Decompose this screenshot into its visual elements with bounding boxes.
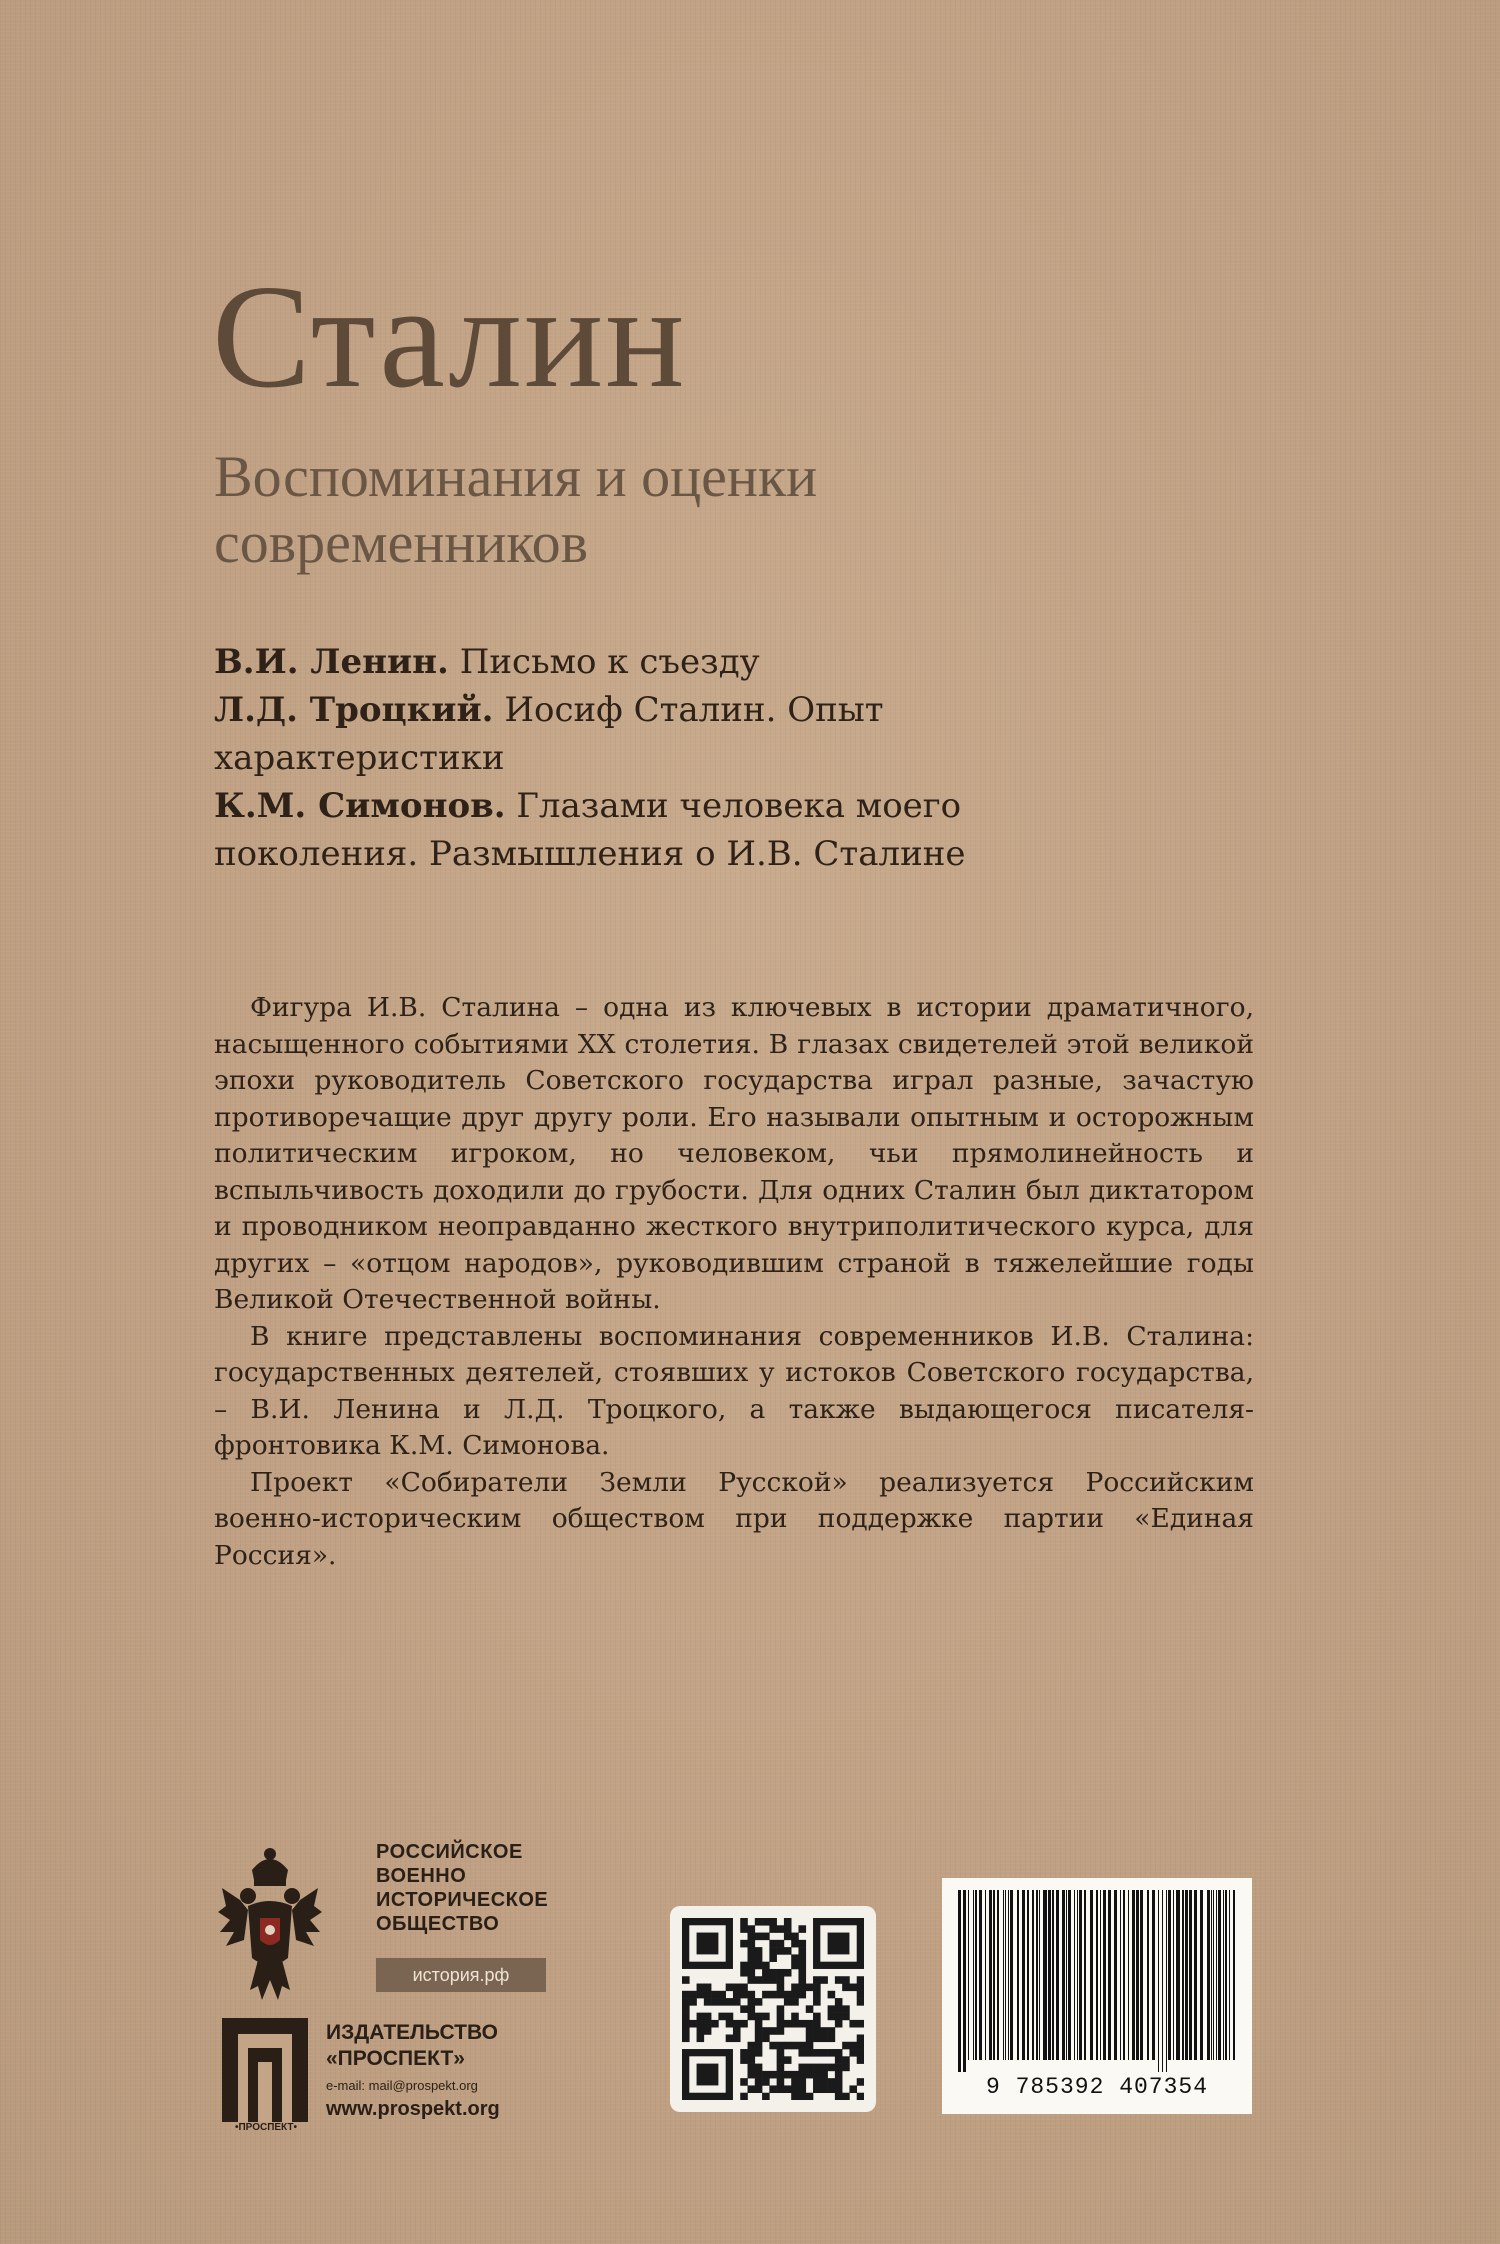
contents-work: Глазами человека моего поколения. Размышления о И.В. Сталине (214, 786, 966, 874)
contents-author: Л.Д. Троцкий. (214, 690, 494, 730)
rvio-logo (214, 1840, 549, 2010)
isbn-barcode (942, 1878, 1252, 2114)
contents-list (214, 638, 974, 878)
publisher-email: e-mail: mail@prospekt.org (326, 2078, 478, 2093)
prospekt-logo-icon (220, 2018, 310, 2122)
rvio-name: РОССИЙСКОЕ ВОЕННО ИСТОРИЧЕСКОЕ ОБЩЕСТВО (376, 1841, 549, 1935)
annotation-paragraph: Фигура И.В. Сталина – одна из ключевых в истории драматичного, насыщенного событиями XX столетия. В глазах свидетелей этой великой эпохи руководитель Советского государства играл разные, зачастую противоречащие друг другу роли. Его называли опытным и осторожным политическим игроком, но человеком, чьи прямолинейность и вспыльчивость доходили до грубости. Для одних Сталин был диктатором и проводником неоправданно жесткого внутриполитического курса, для других – «отцом народов», руководившим страной в тяжелейшие годы Великой Отечественной войны. (214, 992, 1254, 1315)
publisher-name: «ПРОСПЕКТ» (326, 2047, 465, 2070)
annotation (214, 990, 1254, 1574)
qr-code-icon (682, 1918, 864, 2100)
contents-item (214, 686, 974, 782)
book-title: Сталин (212, 255, 687, 419)
contents-item (214, 638, 974, 686)
contents-work: Иосиф Сталин. Опыт характеристики (214, 690, 884, 778)
book-subtitle: Воспоминания и оценки современников (214, 444, 818, 575)
double-headed-eagle-icon (218, 1840, 322, 2012)
barcode-icon (954, 1890, 1240, 2072)
publisher-label: ИЗДАТЕЛЬСТВО (326, 2021, 498, 2044)
annotation-paragraph: В книге представлены воспоминания современников И.В. Сталина: государственных деятелей, стоявших у истоков Советского государства, – В.И. Ленина и Л.Д. Троцкого, а также выдающегося писателя-фронтовика К.М. Симонова. (214, 1320, 1254, 1461)
contents-item (214, 782, 974, 878)
prospekt-logo-caption: •ПРОСПЕКТ• (234, 2122, 298, 2133)
publisher-site: www.prospekt.org (326, 2098, 500, 2120)
publisher-block (214, 2018, 554, 2138)
contents-work: Письмо к съезду (448, 642, 760, 682)
contents-author: В.И. Ленин. (214, 642, 449, 682)
qr-code (670, 1906, 876, 2112)
annotation-paragraph: Проект «Собиратели Земли Русской» реализуется Российским военно-историческим обществом при поддержке партии «Единая Россия». (214, 1466, 1254, 1571)
contents-author: К.М. Симонов. (214, 786, 506, 826)
isbn-number: 9 785392 407354 (985, 2074, 1209, 2100)
rvio-site: история.рф (376, 1958, 546, 1992)
